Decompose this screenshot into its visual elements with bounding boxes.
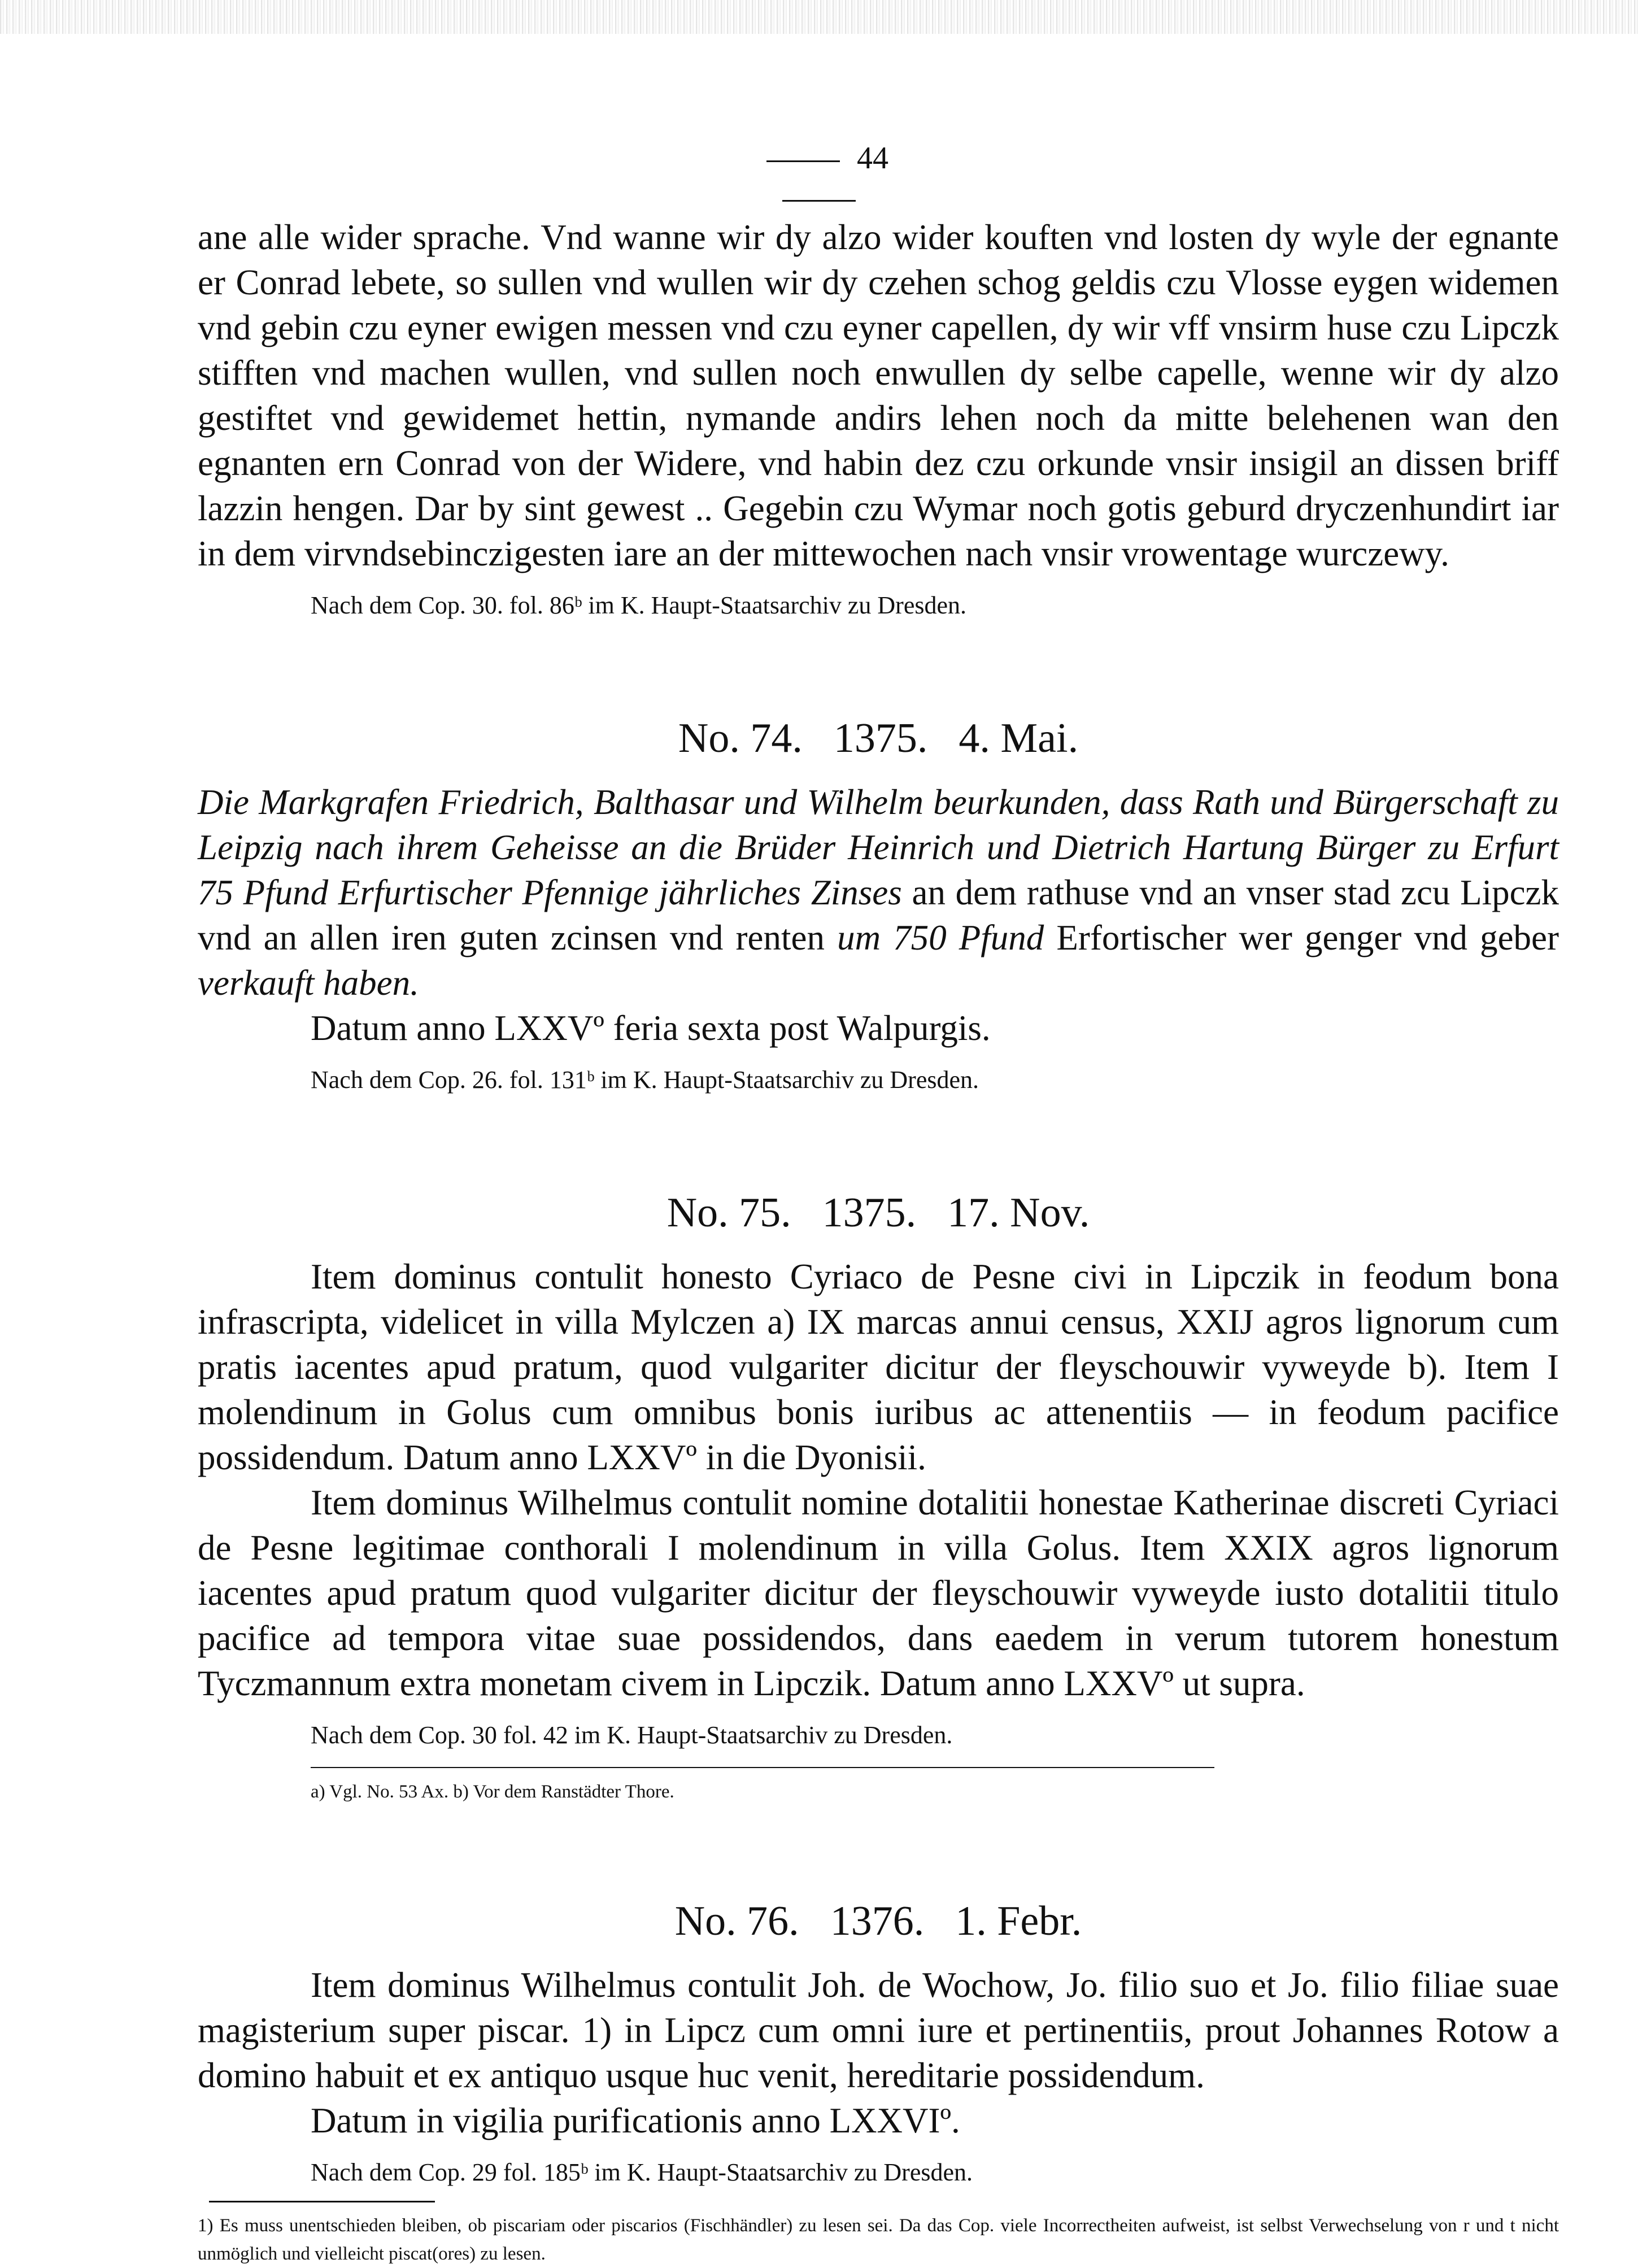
page-number-rule-right (782, 200, 856, 202)
doc75-footnote: a) Vgl. No. 53 Ax. b) Vor dem Ranstädter Thore. (311, 1782, 674, 1802)
doc74-summary-italic-2: um 750 Pfund (837, 918, 1044, 957)
doc76-heading (198, 1896, 1559, 1947)
scan-edge-artifact (0, 0, 1638, 34)
doc76-datum: Datum in vigilia purificationis anno LXXVIº. (311, 2101, 960, 2140)
doc74-date: 4. Mai. (959, 715, 1079, 761)
doc74-source: Nach dem Cop. 26. fol. 131ᵇ im K. Haupt-Staatsarchiv zu Dresden. (311, 1066, 979, 1094)
page-content (198, 215, 1559, 2268)
doc74-year: 1375. (833, 715, 928, 761)
continuation-text: ane alle wider sprache. Vnd wanne wir dy alzo wider kouften vnd losten dy wyle der egnante er Conrad lebete, so sullen vnd wullen wir dy czehen schog geldis czu Vlosse eygen widemen vnd gebin czu eyner ewigen messen vnd czu eyner capellen, dy wir vff vnsirm huse czu Lipczk stifften vnd machen wullen, vnd sullen noch enwullen dy selbe capelle, wenne wir dy alzo gestiftet vnd gewidemet hettin, nymande andirs lehen noch da mitte belehenen wan den egnanten ern Conrad von der Widere, vnd habin dez czu orkunde vnsir insigil an dissen briff lazzin hengen. Dar by sint gewest .. Gegebin czu Wymar noch gotis geburd dryczenhundirt iar in dem virvndsebinczigesten iare an der mittewochen nach vnsir vrowentage wurczewy. (198, 217, 1559, 573)
doc74-summary (198, 780, 1559, 1005)
doc75-paragraph-2: Item dominus Wilhelmus contulit nomine dotalitii honestae Katherinae discreti Cyriaci de Pesne legitimae conthorali I molendinum in villa Golus. Item XXIX agros lignorum iacentes apud pratum quod vulgariter dicitur der fleyschouwir vyweyde iusto dotalitii titulo pacifice ad tempora vitae suae possidendos, dans eaedem in verum tutorem honestum Tyczmannum extra monetam civem in Lipczik. Datum anno LXXVº ut supra. (198, 1483, 1559, 1703)
doc76-year: 1376. (830, 1898, 925, 1944)
continuation-source: Nach dem Cop. 30. fol. 86ᵇ im K. Haupt-Staatsarchiv zu Dresden. (311, 591, 967, 619)
footnote-rule (209, 2201, 435, 2202)
footnote-bottom: 1) Es muss unentschieden bleiben, ob piscariam oder piscarios (Fischhändler) zu lesen sei. Da das Cop. viele Incorrectheiten aufweist, ist selbst Verwechselung von r und t nicht unmöglich und vielleicht piscat(ores) zu lesen. (198, 2215, 1559, 2264)
doc75-number: No. 75. (666, 1190, 791, 1236)
doc75-footnote-rule (311, 1767, 1214, 1768)
doc75-year: 1375. (822, 1190, 917, 1236)
page-number-text: 44 (857, 141, 888, 176)
doc75-date: 17. Nov. (947, 1190, 1090, 1236)
doc76-number: No. 76. (674, 1898, 799, 1944)
doc74-summary-italic-3: verkauft haben. (198, 963, 419, 1003)
doc74-number: No. 74. (678, 715, 803, 761)
doc74-heading (198, 713, 1559, 764)
page-number-rule-left (766, 160, 840, 162)
doc76-source: Nach dem Cop. 29 fol. 185ᵇ im K. Haupt-Staatsarchiv zu Dresden. (311, 2158, 973, 2186)
page-number (734, 138, 904, 217)
doc74-datum: Datum anno LXXVº feria sexta post Walpurgis. (311, 1008, 991, 1048)
doc75-source: Nach dem Cop. 30 fol. 42 im K. Haupt-Staatsarchiv zu Dresden. (311, 1721, 953, 1749)
doc76-date: 1. Febr. (955, 1898, 1082, 1944)
doc74-summary-roman-1: an dem rathuse vnd an vnser stad zcu Lipczk vnd an allen iren guten zcinsen vnd renten (198, 873, 1559, 957)
doc75-heading (198, 1187, 1559, 1238)
doc75-paragraph-1: Item dominus contulit honesto Cyriaco de Pesne civi in Lipczik in feodum bona infrascripta, videlicet in villa Mylczen a) IX marcas annui census, XXIJ agros lignorum cum pratis iacentes apud pratum, quod vulgariter dicitur der fleyschouwir vyweyde b). Item I molendinum in Golus cum omnibus bonis iuribus ac attenentiis — in feodum pacifice possidendum. Datum anno LXXVº in die Dyonisii. (198, 1257, 1559, 1477)
doc76-paragraph-1: Item dominus Wilhelmus contulit Joh. de Wochow, Jo. filio suo et Jo. filio filiae suae magisterium super piscar. 1) in Lipcz cum omni iure et pertinentiis, prout Johannes Rotow a domino habuit et ex antiquo usque huc venit, hereditarie possidendum. (198, 1965, 1559, 2095)
doc74-summary-italic-1: Die Markgrafen Friedrich, Balthasar und Wilhelm beurkunden, dass Rath und Bürgerschaft zu Leipzig nach ihrem Geheisse an die Brüder Heinrich und Dietrich Hartung Bürger zu Erfurt 75 Pfund Erfurtischer Pfennige jährliches Zinses (198, 782, 1559, 912)
doc74-summary-roman-2: Erfortischer wer genger vnd geber (1044, 918, 1559, 957)
